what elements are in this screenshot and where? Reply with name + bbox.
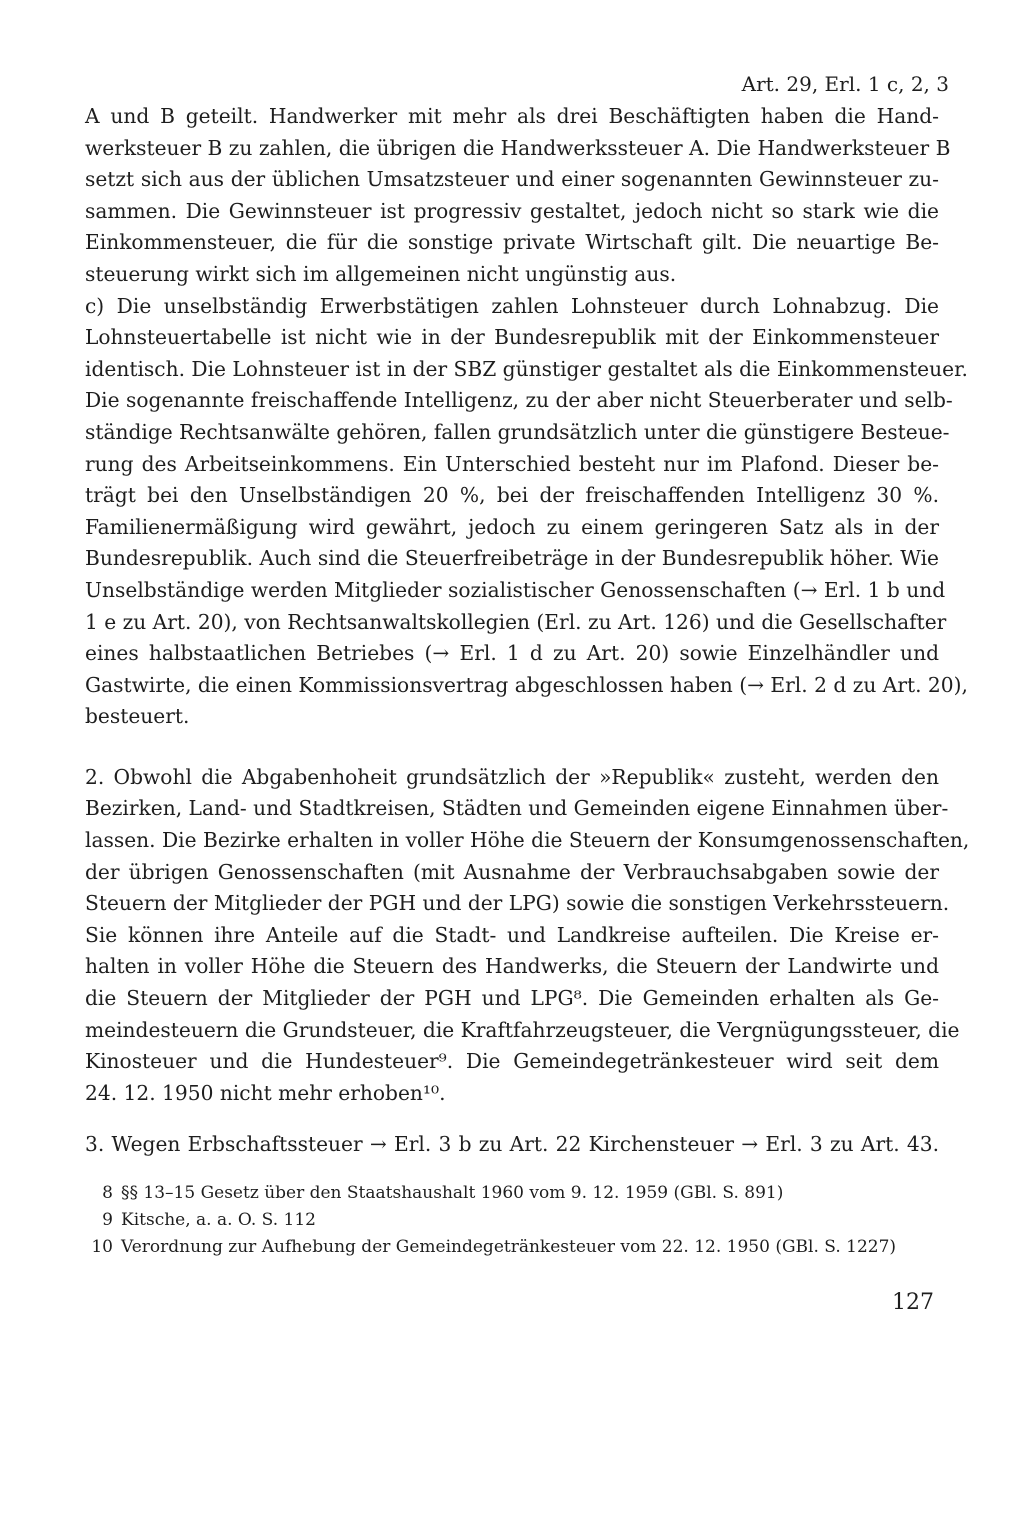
footnote-number: 10 — [91, 1237, 113, 1257]
footnote — [85, 1234, 945, 1261]
text-line: setzt sich aus der üblichen Umsatzsteuer und einer sogenannten Gewinnsteuer zu- — [85, 167, 939, 192]
text-line: 1 e zu Art. 20), von Rechtsanwaltskollegien (Erl. zu Art. 126) und die Gesellschafter — [85, 609, 947, 634]
text-line: ständige Rechtsanwälte gehören, fallen grundsätzlich unter die günstigere Besteue- — [85, 419, 950, 444]
footnote-number: 9 — [102, 1210, 113, 1230]
body-text — [85, 101, 970, 1161]
text-line: Bundesrepublik. Auch sind die Steuerfreibeträge in der Bundesrepublik höher. Wie — [85, 546, 939, 571]
footnote — [85, 1180, 945, 1207]
text-line: meindesteuern die Grundsteuer, die Kraftfahrzeugsteuer, die Vergnügungssteuer, die — [85, 1017, 960, 1042]
text-line: halten in voller Höhe die Steuern des Handwerks, die Steuern der Landwirte und — [85, 954, 939, 979]
text-line: besteuert. — [85, 704, 190, 729]
text-line: Familienermäßigung wird gewährt, jedoch zu einem geringeren Satz als in der — [85, 514, 939, 539]
text-line: 24. 12. 1950 nicht mehr erhoben¹⁰. — [85, 1080, 446, 1105]
footnote-text: Kitsche, a. a. O. S. 112 — [121, 1210, 316, 1230]
text-line: Steuern der Mitglieder der PGH und der LPG) sowie die sonstigen Verkehrssteuern. — [85, 891, 950, 916]
footnotes — [85, 1180, 945, 1261]
text-line: Sie können ihre Anteile auf die Stadt- und Landkreise aufteilen. Die Kreise er- — [85, 922, 939, 947]
text-line: 3. Wegen Erbschaftssteuer → Erl. 3 b zu Art. 22 Kirchensteuer → Erl. 3 zu Art. 43. — [85, 1132, 939, 1157]
text-line: Einkommensteuer, die für die sonstige private Wirtschaft gilt. Die neuartige Be- — [85, 230, 939, 255]
text-line: steuerung wirkt sich im allgemeinen nicht ungünstig aus. — [85, 261, 677, 286]
text-line: trägt bei den Unselbständigen 20 %, bei der freischaffenden Intelligenz 30 %. — [85, 483, 939, 508]
footnote-text: §§ 13–15 Gesetz über den Staatshaushalt 1960 vom 9. 12. 1959 (GBl. S. 891) — [121, 1183, 784, 1203]
text-line: rung des Arbeitseinkommens. Ein Unterschied besteht nur im Plafond. Dieser be- — [85, 451, 939, 476]
text-line: c) Die unselbständig Erwerbstätigen zahlen Lohnsteuer durch Lohnabzug. Die — [85, 293, 939, 318]
text-line: werksteuer B zu zahlen, die übrigen die Handwerkssteuer A. Die Handwerksteuer B — [85, 135, 951, 160]
text-line: die Steuern der Mitglieder der PGH und LPG⁸. Die Gemeinden erhalten als Ge- — [85, 986, 939, 1011]
section-1-continuation — [85, 101, 951, 291]
page-number: 127 — [892, 1290, 934, 1315]
text-line: Lohnsteuertabelle ist nicht wie in der Bundesrepublik mit der Einkommensteuer — [85, 325, 939, 350]
section-3 — [85, 1129, 939, 1161]
text-line: Kinosteuer und die Hundesteuer⁹. Die Gemeindegetränkesteuer wird seit dem — [85, 1049, 939, 1074]
text-line: A und B geteilt. Handwerker mit mehr als drei Beschäftigten haben die Hand- — [85, 104, 939, 128]
text-line: Bezirken, Land- und Stadtkreisen, Städten und Gemeinden eigene Einnahmen über- — [85, 796, 949, 821]
text-line: lassen. Die Bezirke erhalten in voller Höhe die Steuern der Konsumgenossenschaften, — [85, 828, 970, 853]
text-line: sammen. Die Gewinnsteuer ist progressiv gestaltet, jedoch nicht so stark wie die — [85, 198, 939, 223]
footnote-text: Verordnung zur Aufhebung der Gemeindegetränkesteuer vom 22. 12. 1950 (GBl. S. 1227) — [121, 1237, 897, 1257]
text-line: der übrigen Genossenschaften (mit Ausnahme der Verbrauchsabgaben sowie der — [85, 859, 939, 884]
text-line: eines halbstaatlichen Betriebes (→ Erl. 1 d zu Art. 20) sowie Einzelhändler und — [85, 641, 939, 666]
running-head: Art. 29, Erl. 1 c, 2, 3 — [741, 72, 949, 96]
section-spacer — [85, 733, 939, 762]
section-1c — [85, 291, 968, 733]
section-spacer — [85, 1109, 939, 1129]
text-line: identisch. Die Lohnsteuer ist in der SBZ günstiger gestaltet als die Einkommensteuer. — [85, 356, 968, 381]
footnote-number: 8 — [102, 1183, 113, 1203]
footnote — [85, 1207, 945, 1234]
text-line: Die sogenannte freischaffende Intelligenz, zu der aber nicht Steuerberater und selb- — [85, 388, 953, 413]
section-2 — [85, 762, 970, 1110]
text-line: 2. Obwohl die Abgabenhoheit grundsätzlich der »Republik« zusteht, werden den — [85, 764, 939, 789]
text-line: Unselbständige werden Mitglieder sozialistischer Genossenschaften (→ Erl. 1 b und — [85, 577, 946, 602]
text-line: Gastwirte, die einen Kommissionsvertrag abgeschlossen haben (→ Erl. 2 d zu Art. 20), — [85, 672, 968, 697]
